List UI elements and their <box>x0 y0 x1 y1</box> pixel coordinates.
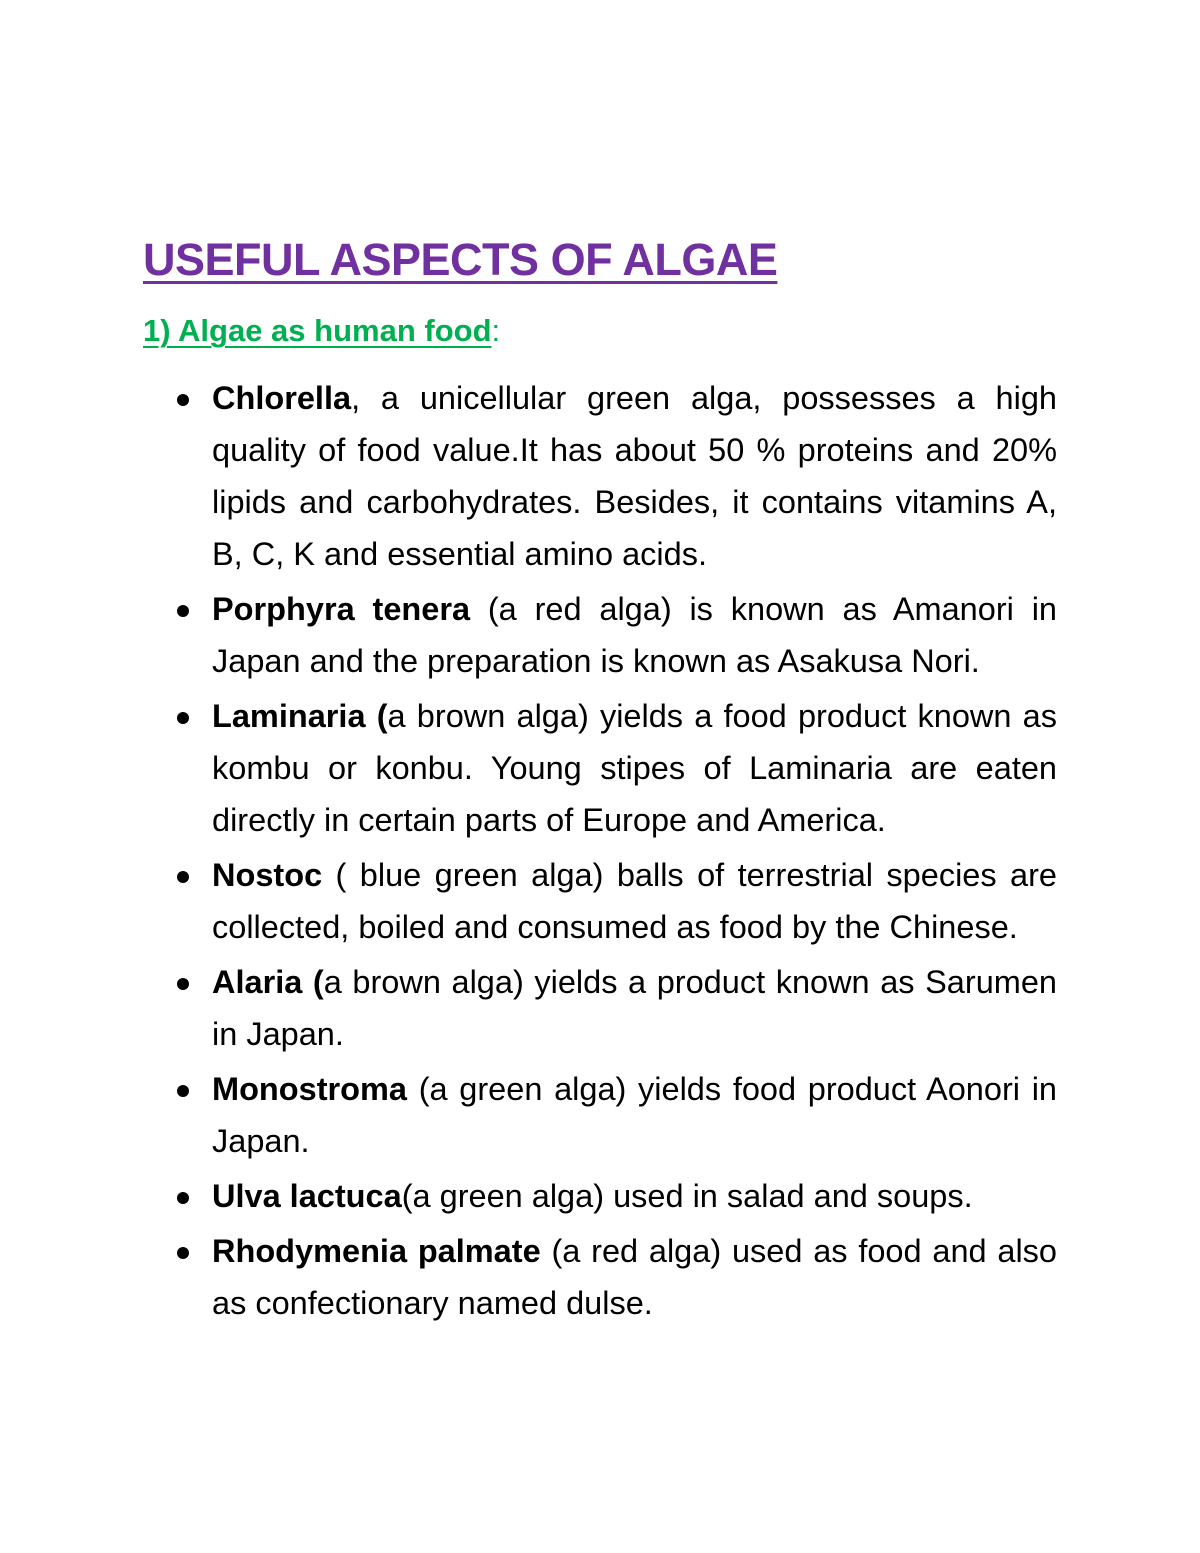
section-heading-text: 1) Algae as human food <box>143 313 492 348</box>
bullet-icon <box>177 978 189 990</box>
item-text: a brown alga) yields a product known as Sarumen in Japan. <box>212 964 1058 1052</box>
item-text: (a green alga) yields food product Aonori in Japan. <box>212 1071 1057 1159</box>
item-text: a brown alga) yields a food product known as kombu or konbu. Young stipes of Laminaria are eaten directly in certain parts of Europe and America. <box>212 698 1057 838</box>
item-term: Nostoc <box>212 857 323 893</box>
item-text: ( blue green alga) balls of terrestrial species are collected, boiled and consumed as food by the Chinese. <box>212 857 1057 945</box>
section-heading <box>143 305 500 357</box>
list-item-laminaria <box>0 690 1057 846</box>
page-title: USEFUL ASPECTS OF ALGAE <box>143 234 778 285</box>
list-item-rhodymenia <box>0 1225 1057 1329</box>
list-item-nostoc <box>0 849 1057 953</box>
bullet-icon <box>177 605 189 617</box>
bullet-icon <box>177 1247 189 1259</box>
item-text: , a unicellular green alga, possesses a high quality of food value.It has about 50 % proteins and 20% lipids and carbohydrates. Besides, it contains vitamins A, B, C, K and essential amino acids. <box>212 380 1057 572</box>
bullet-icon <box>177 394 189 406</box>
algae-food-list <box>0 372 1200 1332</box>
item-term: Porphyra tenera <box>212 591 471 627</box>
list-item-porphyra <box>0 583 1057 687</box>
item-term: Monostroma <box>212 1071 407 1107</box>
item-term: Alaria ( <box>212 964 324 1000</box>
item-term: Laminaria ( <box>212 698 388 734</box>
bullet-icon <box>177 712 189 724</box>
item-text: (a red alga) is known as Amanori in Japan and the preparation is known as Asakusa Nori. <box>212 591 1057 679</box>
item-text: (a green alga) used in salad and soups. <box>401 1178 973 1214</box>
section-heading-colon: : <box>491 313 501 348</box>
list-item-chlorella <box>0 372 1057 580</box>
list-item-monostroma <box>0 1063 1057 1167</box>
item-text: (a red alga) used as food and also as confectionary named dulse. <box>212 1233 1057 1321</box>
bullet-icon <box>177 871 189 883</box>
item-term: Ulva lactuca <box>212 1178 402 1214</box>
list-item-ulva <box>0 1170 1057 1222</box>
item-term: Chlorella <box>212 380 352 416</box>
bullet-icon <box>177 1085 189 1097</box>
item-term: Rhodymenia palmate <box>212 1233 541 1269</box>
bullet-icon <box>177 1192 189 1204</box>
list-item-alaria <box>0 956 1057 1060</box>
